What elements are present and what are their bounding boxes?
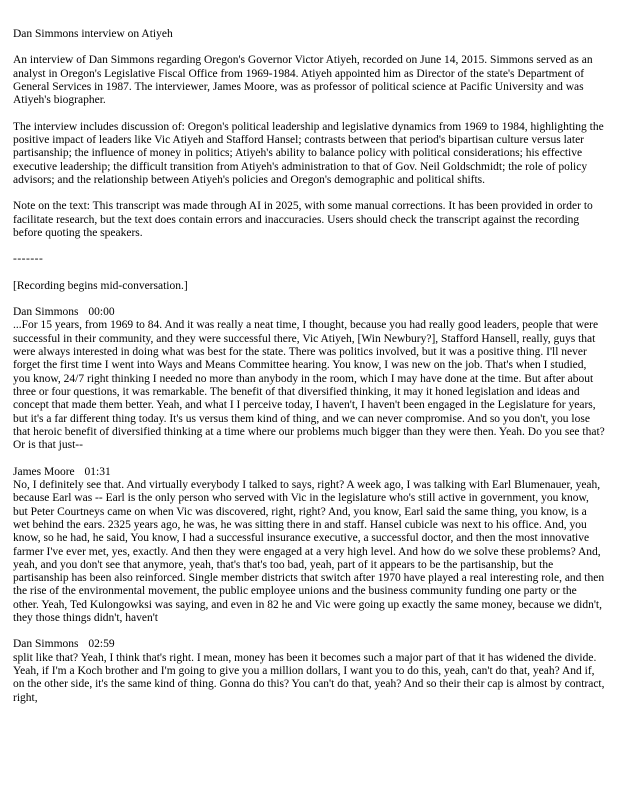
note-paragraph: Note on the text: This transcript was made through AI in 2025, with some manual corrections. It has been provided in order to facilitate research, but the text does contain errors and inaccuracies. Users should check the transcript against the recording before quoting the speakers. [13, 200, 596, 239]
summary-paragraph: The interview includes discussion of: Oregon's political leadership and legislative dynamics from 1969 to 1984, highlighting the positive impact of leaders like Vic Atiyeh and Stafford Hansel; contrasts between that period's bipartisan culture versus later partisanship; the influence of money in politics; Atiyeh's ability to balance policy with political considerations; his effective executive leadership; the difficult transition from Atiyeh's administration to that of Gov. Neil Goldschmidt; the role of policy advisors; and the relationship between Atiyeh's policies and Oregon's demographic and political shifts. [13, 120, 607, 186]
intro-paragraph: An interview of Dan Simmons regarding Oregon's Governor Victor Atiyeh, recorded on June 14, 2015. Simmons served as an analyst in Oregon's Legislative Fiscal Office from 1969-1984. Atiyeh appointed him as Director of the state's Department of General Services in 1987. The interviewer, James Moore, was as professor of political science at Pacific University and was Atiyeh's biographer. [13, 54, 596, 107]
speaker-line [13, 466, 605, 479]
recording-note: [Recording begins mid-conversation.] [13, 279, 188, 292]
transcript-turn [13, 305, 608, 453]
speaker-timestamp: 02:59 [88, 638, 115, 651]
document-title: Dan Simmons interview on Atiyeh [13, 28, 173, 40]
speaker-name: James Moore [13, 465, 75, 478]
speaker-line [13, 306, 605, 319]
transcript-turn [13, 638, 608, 705]
speaker-timestamp: 01:31 [84, 465, 111, 478]
turn-text: ...For 15 years, from 1969 to 84. And it was really a neat time, I thought, because you had really good leaders, people that were successful in their community, and they were successful there, Vic Atiyeh, [Win Newbury?], Stafford Hansell, really, guys that were always interested in doing what was best for the state. There was politics involved, but it was a positive thing. I'll never forget the first time I went into Ways and Means Committee hearing. You know, I was new on the job. That's when I studied, you know, 24/7 right thinking I needed no more than anybody in the room, which I may have done at the time. But after about three or four questions, it was remarkable. The benefit of that diversified thinking, it may it honed legislation and ideas and concept that made them better. Yeah, and what I I perceive today, I haven't, I haven't been engaged in the Legislature for years, but it's a far different thing today. It's us versus them kind of thing, and we can never compromise. And so you don't, you lose that heroic benefit of diversified thinking at a time where our problems much bigger than they were then. Yeah. Do you see that? Or is that just-- [13, 319, 608, 452]
speaker-name: Dan Simmons [13, 638, 79, 651]
transcript-turn [13, 466, 605, 626]
speaker-name: Dan Simmons [13, 305, 79, 318]
turn-text: split like that? Yeah, I think that's right. I mean, money has been it becomes such a major part of that it has widened the divide. Yeah, if I'm a Koch brother and I'm going to give you a million dollars, I want you to do this, yeah, can't do that, yeah? And if, on the other side, it's the same kind of thing. Gonna do this? You can't do that, yeah? And so their their cap is almost by contract, right, [13, 651, 608, 704]
speaker-line [13, 638, 605, 651]
section-separator: ------- [13, 253, 44, 266]
speaker-timestamp: 00:00 [88, 305, 115, 318]
turn-text: No, I definitely see that. And virtually everybody I talked to says, right? A week ago, I was talking with Earl Blumenauer, yeah, because Earl was -- Earl is the only person who served with Vic in the legislature who's still active in government, you know, but Peter Courtneys came on when Vic was discovered, right, right? And, you know, Earl said the same thing, you know, is a wet behind the ears. 2325 years ago, he was, he was sitting there in and staff. Hansel cubicle was next to his office. And, you know, so he had, he said, You know, I had a successful insurance executive, a successful doctor, and then the most innovative farmer I've ever met, yes, exactly. And then they were engaged at a very high level. And how do we solve these problems? And, yeah, and you don't see that anymore, yeah, that's that's too bad, yeah, part of it appears to be the partisanship, but the partisanship has been also reinforced. Single member districts that switch after 1970 have played a real interesting role, and then the rise of the environmental movement, the public employee unions and the business community funding one party or the other. Yeah, Ted Kulongowksi was saying, and even in 82 he and Vic were going up exactly the same money, because we didn't, they those things didn't, haven't [13, 478, 607, 625]
